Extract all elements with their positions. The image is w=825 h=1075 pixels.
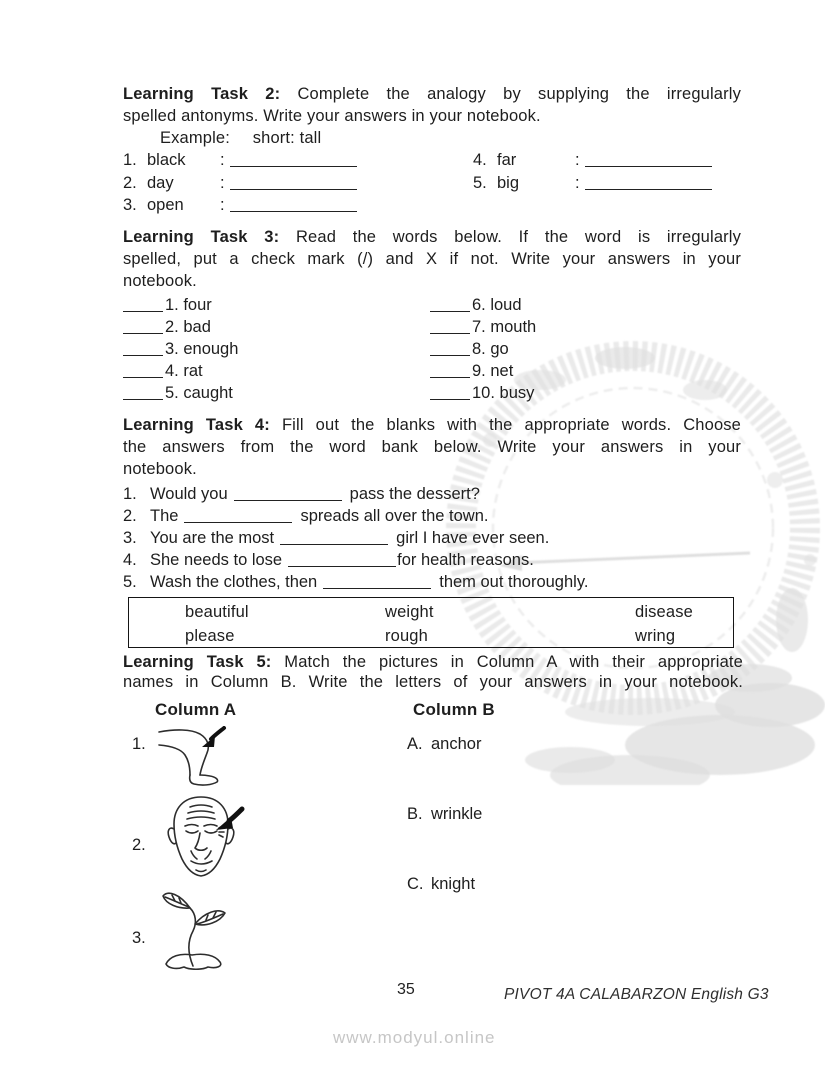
answer-blank <box>230 175 357 190</box>
answer-blank <box>184 508 292 523</box>
item-colon: : <box>575 173 580 192</box>
word-bank-word: please <box>185 626 235 645</box>
item-word: far <box>497 151 517 169</box>
option-row <box>407 735 481 754</box>
item-label: 4. rat <box>165 362 203 380</box>
answer-blank <box>123 319 163 334</box>
task3-instructions-1: Read the words below. If the word is irregularly <box>295 228 742 246</box>
item-label: 8. go <box>472 340 509 358</box>
item-label: 3. enough <box>165 340 239 358</box>
answer-blank <box>123 385 163 400</box>
item-colon: : <box>575 151 580 169</box>
task3-heading-line2: spelled, put a check mark (/) and X if not. Write your answers in your <box>123 250 741 268</box>
example-label: Example: <box>160 129 230 147</box>
sentence-pre: Wash the clothes, then <box>150 573 318 591</box>
spelling-item <box>430 296 536 318</box>
answer-blank <box>430 319 470 334</box>
sentence-post: pass the dessert? <box>349 485 480 503</box>
word-bank-word: wring <box>635 626 676 645</box>
task2-instructions-1: Complete the analogy by supplying the irregularly <box>297 85 741 103</box>
option-row <box>407 805 482 824</box>
task4-items <box>123 485 741 595</box>
task3-right-column <box>430 296 536 406</box>
footer-book-label: PIVOT 4A CALABARZON English G3 <box>504 986 769 1003</box>
word-bank-row <box>129 624 733 648</box>
task3-heading-line3: notebook. <box>123 272 197 290</box>
word-bank-word: rough <box>385 626 428 645</box>
task5-instructions-1: Match the pictures in Column A with their appropriate <box>284 653 743 671</box>
picture-number-1: 1. <box>132 735 146 753</box>
sentence-pre: Would you <box>150 485 228 503</box>
answer-blank <box>585 152 712 167</box>
task2-example <box>123 127 741 149</box>
answer-blank <box>123 341 163 356</box>
task4-title: Learning Task 4: <box>123 416 270 434</box>
item-label: 9. net <box>472 362 514 380</box>
answer-blank <box>123 297 163 312</box>
column-a-header: Column A <box>155 700 237 719</box>
column-b-header: Column B <box>413 700 495 719</box>
task2-section <box>123 83 741 219</box>
option-word: anchor <box>431 735 482 753</box>
item-number: 4. <box>473 151 487 169</box>
task5-heading-line1 <box>123 652 743 672</box>
sentence-post: girl I have ever seen. <box>396 529 550 547</box>
spelling-item <box>430 384 536 406</box>
sentence-pre: You are the most <box>150 529 275 547</box>
word-bank-box <box>128 597 734 648</box>
answer-blank <box>123 363 163 378</box>
spelling-item <box>430 340 536 362</box>
sentence-pre: The <box>150 507 179 525</box>
task4-heading-line1 <box>123 414 741 436</box>
option-word: wrinkle <box>431 805 483 823</box>
plant-sprout-picture-icon <box>160 884 230 970</box>
item-number: 1. <box>123 485 137 503</box>
site-watermark: www.modyul.online <box>333 1028 496 1047</box>
fill-blank-item <box>123 529 741 551</box>
item-word: black <box>147 151 186 169</box>
answer-blank <box>230 152 357 167</box>
option-row <box>407 875 475 894</box>
option-word: knight <box>431 875 476 893</box>
task2-items <box>123 151 741 219</box>
task2-heading-line2: spelled antonyms. Write your answers in your notebook. <box>123 107 541 125</box>
task5-section <box>123 652 743 692</box>
item-number: 3. <box>123 196 137 214</box>
item-number: 4. <box>123 551 137 569</box>
item-word: day <box>147 173 174 192</box>
task3-heading-line1 <box>123 226 741 248</box>
sentence-post: spreads all over the town. <box>300 507 489 525</box>
knee-leg-picture-icon <box>157 726 229 790</box>
picture-number-2: 2. <box>132 836 146 854</box>
item-label: 10. busy <box>472 384 535 402</box>
page-number: 35 <box>397 981 415 998</box>
task4-heading-line2: the answers from the word bank below. Write your answers in your <box>123 438 741 456</box>
item-label: 7. mouth <box>472 318 537 336</box>
option-letter: A. <box>407 735 423 753</box>
analogy-item <box>473 174 712 197</box>
sentence-post: them out thoroughly. <box>439 573 589 591</box>
example-value: short: tall <box>252 129 322 147</box>
item-number: 5. <box>123 573 137 591</box>
answer-blank <box>585 175 712 190</box>
answer-blank <box>323 574 431 589</box>
option-letter: C. <box>407 875 424 893</box>
task2-heading-line1 <box>123 83 741 105</box>
task4-section <box>123 414 741 595</box>
answer-blank <box>430 385 470 400</box>
item-label: 1. four <box>165 296 212 314</box>
analogy-item <box>473 151 712 174</box>
word-bank-word: weight <box>385 602 434 621</box>
analogy-item <box>123 196 741 219</box>
wrinkled-face-picture-icon <box>163 792 245 889</box>
answer-blank <box>230 197 357 212</box>
item-label: 5. caught <box>165 384 233 402</box>
task3-title: Learning Task 3: <box>123 228 280 246</box>
task4-heading-line3: notebook. <box>123 460 197 478</box>
task2-title: Learning Task 2: <box>123 85 281 103</box>
item-number: 2. <box>123 173 137 192</box>
item-colon: : <box>220 173 225 192</box>
item-number: 2. <box>123 507 137 525</box>
task3-items <box>123 296 741 406</box>
answer-blank <box>280 530 388 545</box>
task4-instructions-1: Fill out the blanks with the appropriate words. Choose <box>281 416 741 434</box>
answer-blank <box>234 486 342 501</box>
sentence-pre: She needs to lose <box>150 551 283 569</box>
picture-number-3: 3. <box>132 929 146 947</box>
fill-blank-item <box>123 507 741 529</box>
item-number: 5. <box>473 173 487 192</box>
item-label: 2. bad <box>165 318 211 336</box>
sentence-post: for health reasons. <box>397 551 534 569</box>
fill-blank-item <box>123 485 741 507</box>
word-bank-word: beautiful <box>185 602 249 621</box>
answer-blank <box>430 297 470 312</box>
pointer-arrow-icon <box>211 728 224 739</box>
answer-blank <box>430 363 470 378</box>
answer-blank <box>430 341 470 356</box>
item-number: 1. <box>123 151 137 169</box>
item-word: big <box>497 173 520 192</box>
answer-blank <box>288 552 396 567</box>
task5-title: Learning Task 5: <box>123 653 272 671</box>
item-colon: : <box>220 151 225 169</box>
fill-blank-item <box>123 551 741 573</box>
spelling-item <box>430 362 536 384</box>
task5-heading-line2: names in Column B. Write the letters of your answers in your notebook. <box>123 673 743 691</box>
spelling-item <box>430 318 536 340</box>
task3-section <box>123 226 741 406</box>
item-colon: : <box>220 196 225 214</box>
item-label: 6. loud <box>472 296 522 314</box>
option-letter: B. <box>407 805 423 823</box>
word-bank-row <box>129 600 733 624</box>
item-word: open <box>147 196 184 214</box>
fill-blank-item <box>123 573 741 595</box>
item-number: 3. <box>123 529 137 547</box>
task2-right-column <box>473 151 712 196</box>
word-bank-word: disease <box>635 602 693 621</box>
